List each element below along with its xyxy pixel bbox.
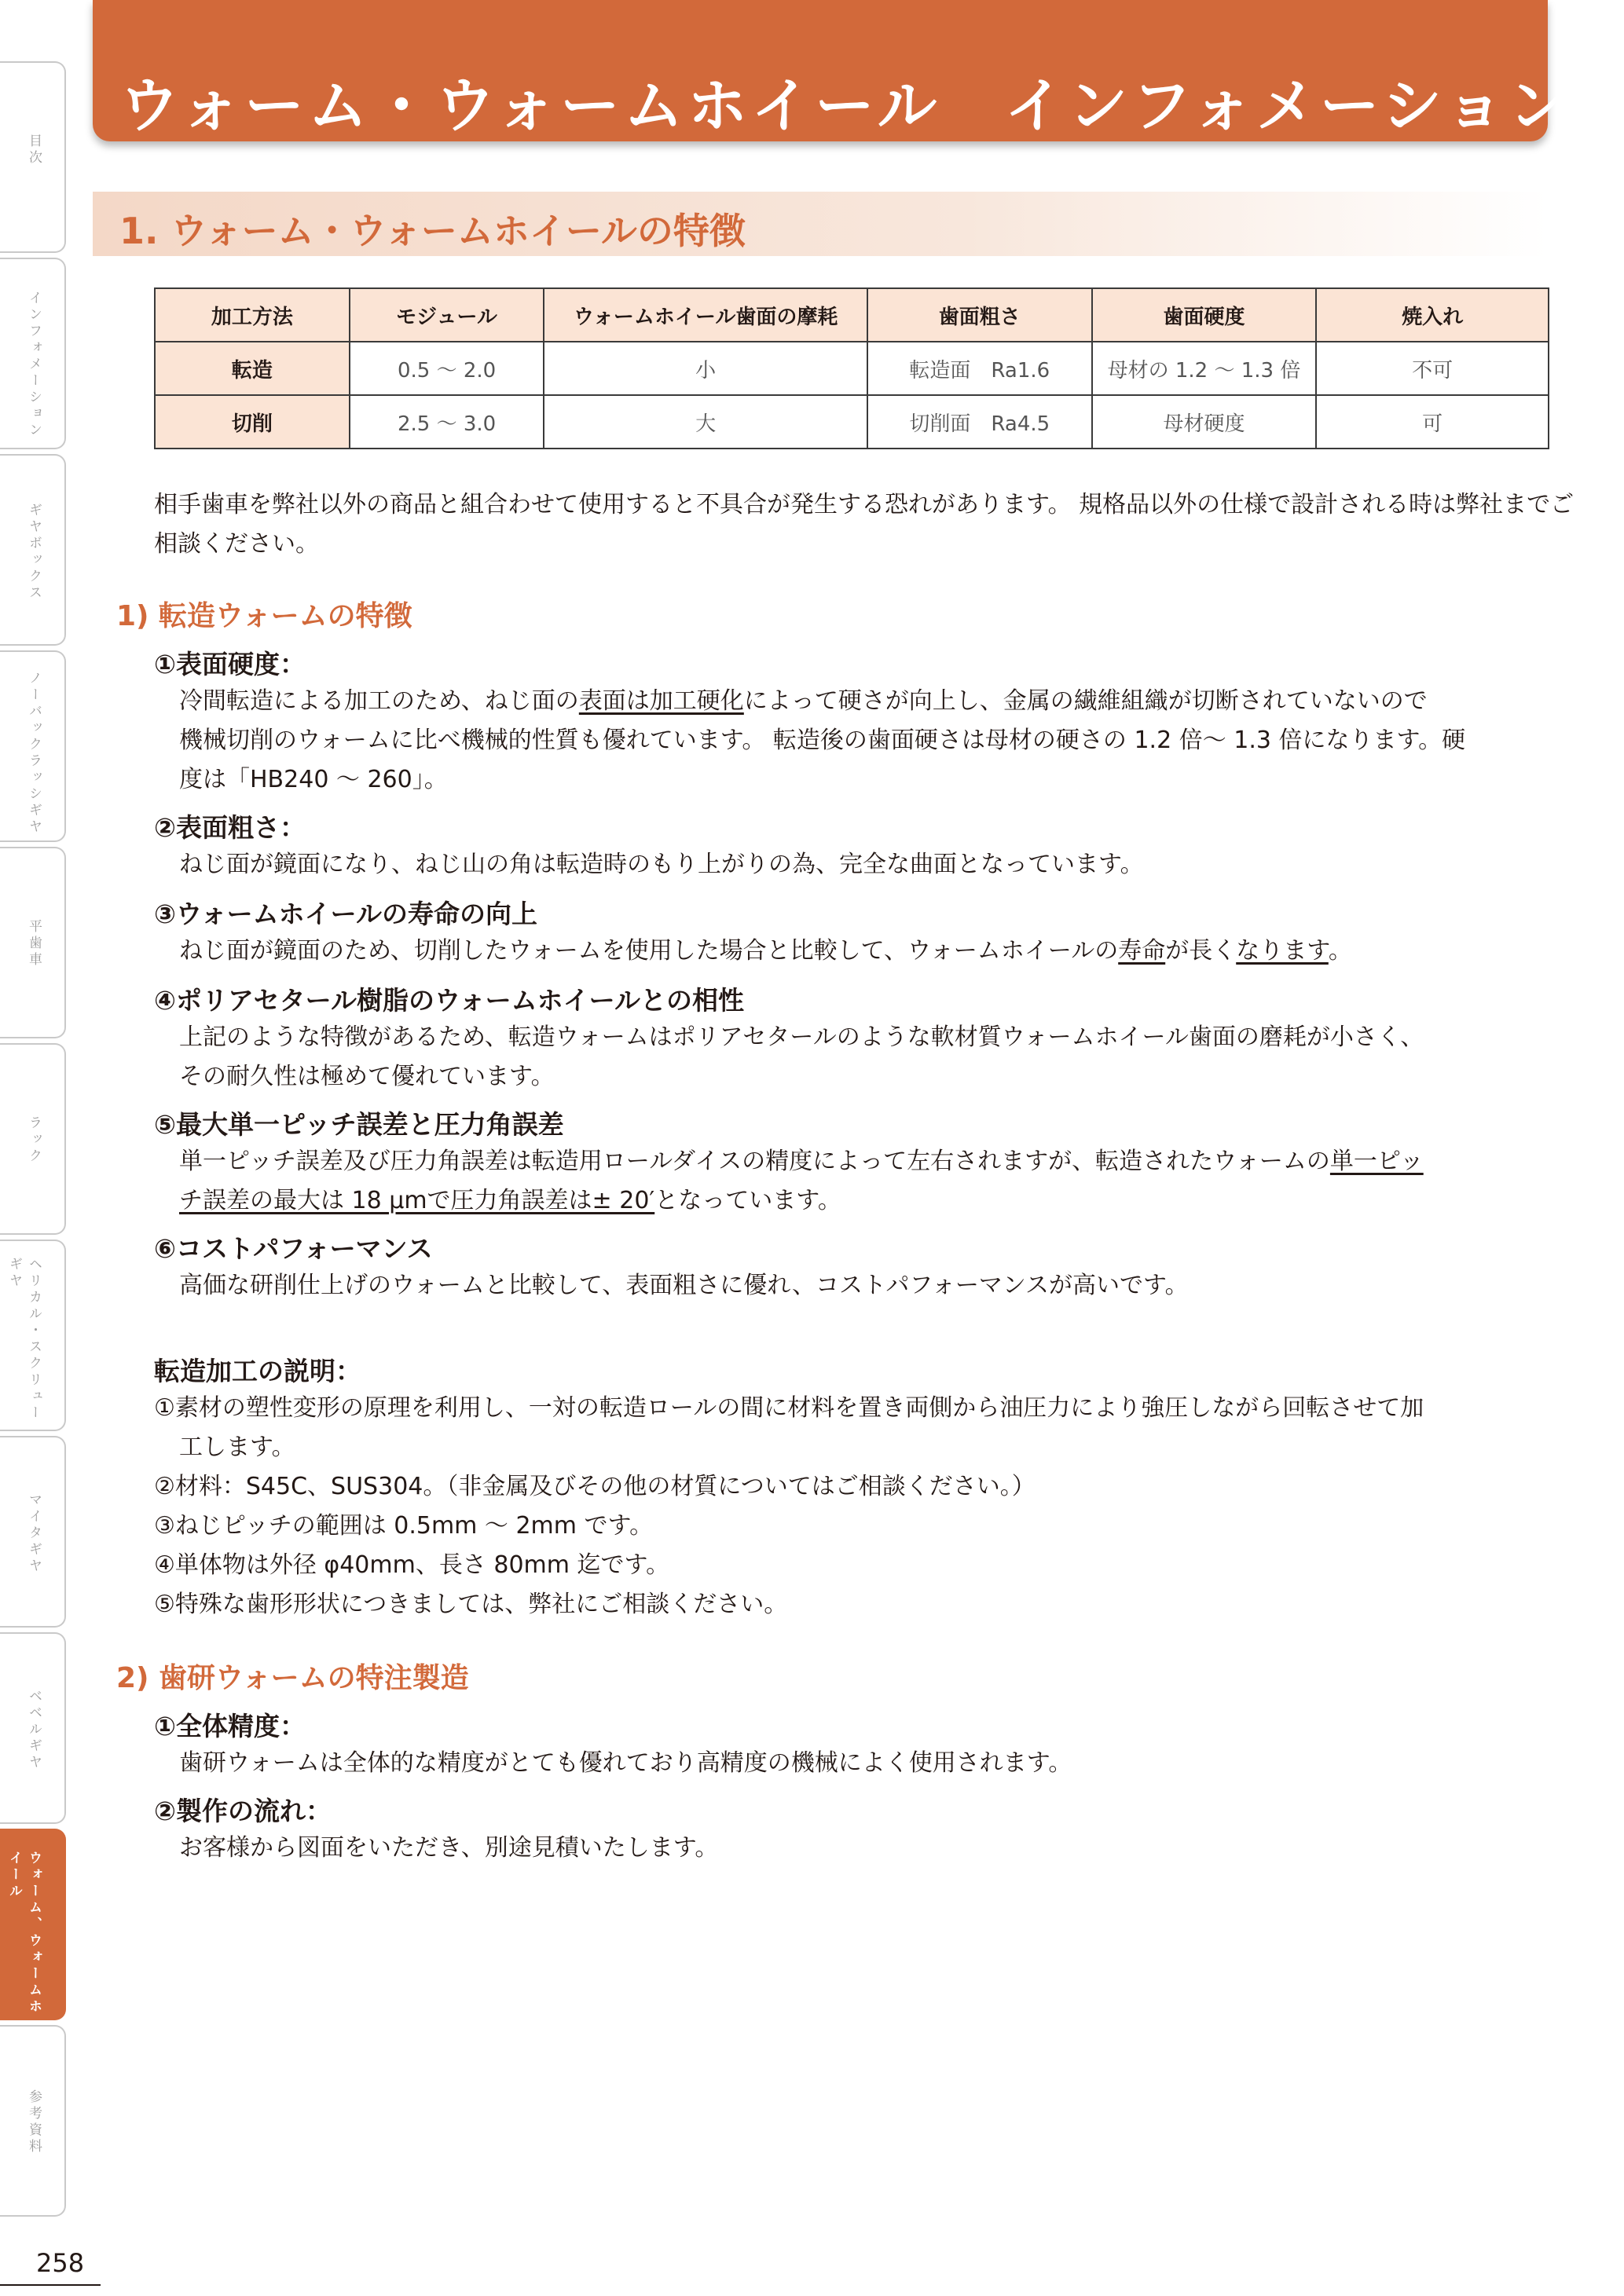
table-cell: 母材の 1.2 〜 1.3 倍 bbox=[1092, 342, 1317, 395]
table-cell: 2.5 〜 3.0 bbox=[350, 395, 544, 449]
process-line: ①素材の塑性変形の原理を利用し、一対の転造ロールの間に材料を置き両側から油圧力により強圧しながら回転させて加 bbox=[154, 1394, 1424, 1422]
tab-label: 平歯車 bbox=[26, 919, 42, 969]
table-header-cell: 加工方法 bbox=[155, 288, 350, 342]
text-run: 。 bbox=[1328, 937, 1352, 965]
page-title: ウォーム・ウォームホイール インフォメーション bbox=[119, 71, 1572, 141]
tab-worm-wormwheel[interactable] bbox=[0, 1829, 66, 2020]
tab-helical-screw-gear[interactable] bbox=[0, 1240, 66, 1431]
underlined-text: 表面は加工硬化 bbox=[578, 687, 744, 715]
table-cell: 大 bbox=[544, 395, 867, 449]
process-line: ⑤特殊な歯形形状につきましては、弊社にご相談ください。 bbox=[154, 1591, 788, 1618]
feature-text: お客様から図面をいただき、別途見積いたします。 bbox=[179, 1834, 719, 1862]
table-row bbox=[155, 395, 1549, 449]
tab-gearbox[interactable] bbox=[0, 454, 66, 646]
feature-text: ねじ面が鏡面になり、ねじ山の角は転造時のもり上がりの為、完全な曲面となっています。 bbox=[179, 851, 1144, 878]
tab-information[interactable] bbox=[0, 258, 66, 449]
section-heading bbox=[93, 192, 1548, 256]
underlined-text: なります bbox=[1236, 937, 1329, 965]
feature-text bbox=[179, 682, 1428, 721]
table-row-header: 切削 bbox=[155, 395, 350, 449]
text-run: が長く bbox=[1165, 937, 1237, 965]
table-cell: 可 bbox=[1316, 395, 1549, 449]
table-row-header: 転造 bbox=[155, 342, 350, 395]
feature-heading: ②製作の流れ： bbox=[154, 1796, 332, 1826]
tab-label: 参考資料 bbox=[26, 2089, 42, 2155]
feature-heading: ⑥コストパフォーマンス bbox=[154, 1233, 433, 1264]
feature-text: 機械切削のウォームに比べ機械的性質も優れています。 転造後の歯面硬さは母材の硬さの 1.2 倍〜 1.3 倍になります。硬 bbox=[179, 727, 1466, 754]
table-header-cell: 歯面硬度 bbox=[1092, 288, 1317, 342]
feature-heading: ①全体精度： bbox=[154, 1711, 306, 1741]
title-banner bbox=[93, 0, 1572, 141]
text-run: 冷間転造による加工のため、ねじ面の bbox=[179, 687, 579, 715]
table-header-cell: モジュール bbox=[350, 288, 544, 342]
tab-rack[interactable] bbox=[0, 1043, 66, 1235]
table-header-cell: 歯面粗さ bbox=[867, 288, 1092, 342]
section-heading-text: 1. ウォーム・ウォームホイールの特徴 bbox=[119, 210, 746, 252]
text-run: 単一ピッチ誤差及び圧力角誤差は転造用ロールダイスの精度によって左右されますが、転造されたウォームの bbox=[179, 1148, 1330, 1175]
feature-text bbox=[179, 1142, 1424, 1181]
table-cell: 不可 bbox=[1316, 342, 1549, 395]
process-line: ③ねじピッチの範囲は 0.5mm 〜 2mm です。 bbox=[154, 1512, 654, 1540]
feature-heading: ②表面粗さ： bbox=[154, 812, 306, 843]
feature-text: 歯研ウォームは全体的な精度がとても優れており高精度の機械によく使用されます。 bbox=[179, 1749, 1072, 1777]
tab-label: ベベルギヤ bbox=[26, 1689, 42, 1771]
tab-bevel-gear[interactable] bbox=[0, 1632, 66, 1824]
subsection-heading: 1) 転造ウォームの特徴 bbox=[116, 600, 412, 632]
text-run: ねじ面が鏡面のため、切削したウォームを使用した場合と比較して、ウォームホイールの bbox=[179, 937, 1119, 965]
feature-heading: ①表面硬度： bbox=[154, 649, 306, 679]
tab-label: ノーバックラッシギヤ bbox=[26, 671, 42, 836]
page-number: 258 bbox=[36, 2248, 85, 2278]
tab-label: ウォーム、ウォームホイール bbox=[6, 1851, 42, 2016]
table-header-cell: ウォームホイール歯面の摩耗 bbox=[544, 288, 867, 342]
table-cell: 0.5 〜 2.0 bbox=[350, 342, 544, 395]
tab-no-backlash-gear[interactable] bbox=[0, 650, 66, 842]
feature-text bbox=[179, 1181, 841, 1221]
intro-line: 相談ください。 bbox=[154, 530, 319, 558]
text-run: となっています。 bbox=[654, 1187, 841, 1214]
tab-label: 目次 bbox=[26, 134, 42, 167]
table-header-cell: 焼入れ bbox=[1316, 288, 1549, 342]
process-line: 工します。 bbox=[179, 1434, 295, 1461]
feature-text bbox=[179, 932, 1352, 971]
tab-reference[interactable] bbox=[0, 2025, 66, 2217]
intro-line: 相手歯車を弊社以外の商品と組合わせて使用すると不具合が発生する恐れがあります。 規格品以外の仕様で設計される時は弊社までご bbox=[154, 491, 1575, 518]
table-header-row bbox=[155, 288, 1549, 342]
underlined-text: 寿命 bbox=[1118, 937, 1166, 965]
table-cell: 切削面 Ra4.5 bbox=[867, 395, 1092, 449]
table-row bbox=[155, 342, 1549, 395]
feature-text: その耐久性は極めて優れています。 bbox=[179, 1063, 555, 1090]
table-cell: 小 bbox=[544, 342, 867, 395]
subsection-heading: 2) 歯研ウォームの特注製造 bbox=[116, 1662, 469, 1694]
tab-label: ギヤボックス bbox=[26, 503, 42, 602]
tab-contents[interactable] bbox=[0, 61, 66, 253]
tab-label: ヘリカル・スクリューギヤ bbox=[6, 1257, 42, 1422]
tab-label: マイタギヤ bbox=[26, 1492, 42, 1575]
process-heading: 転造加工の説明： bbox=[154, 1356, 361, 1386]
process-line: ④単体物は外径 φ40mm、長さ 80mm 迄です。 bbox=[154, 1551, 670, 1579]
page-number-rule bbox=[0, 2284, 101, 2286]
comparison-table bbox=[154, 287, 1549, 449]
tab-label: ラック bbox=[26, 1115, 42, 1165]
feature-text: 上記のような特徴があるため、転造ウォームはポリアセタールのような軟材質ウォームホイール歯面の磨耗が小さく、 bbox=[179, 1023, 1424, 1051]
table-cell: 転造面 Ra1.6 bbox=[867, 342, 1092, 395]
feature-text: 度は「HB240 〜 260」。 bbox=[179, 766, 448, 793]
feature-heading: ⑤最大単一ピッチ誤差と圧力角誤差 bbox=[154, 1109, 564, 1140]
tab-miter-gear[interactable] bbox=[0, 1436, 66, 1628]
feature-text: 高価な研削仕上げのウォームと比較して、表面粗さに優れ、コストパフォーマンスが高いです。 bbox=[179, 1272, 1189, 1299]
table-cell: 母材硬度 bbox=[1092, 395, 1317, 449]
text-run: によって硬さが向上し、金属の繊維組織が切断されていないので bbox=[743, 687, 1428, 715]
feature-heading: ④ポリアセタール樹脂のウォームホイールとの相性 bbox=[154, 985, 744, 1016]
tab-label: インフォメーション bbox=[26, 291, 42, 439]
underlined-text: チ誤差の最大は 18 μmで圧力角誤差は± 20′ bbox=[179, 1187, 655, 1214]
underlined-text: 単一ピッ bbox=[1329, 1148, 1424, 1175]
tab-spur-gear[interactable] bbox=[0, 847, 66, 1038]
feature-heading: ③ウォームホイールの寿命の向上 bbox=[154, 899, 537, 929]
process-line: ②材料：S45C、SUS304。（非金属及びその他の材質についてはご相談ください。） bbox=[154, 1473, 1036, 1500]
